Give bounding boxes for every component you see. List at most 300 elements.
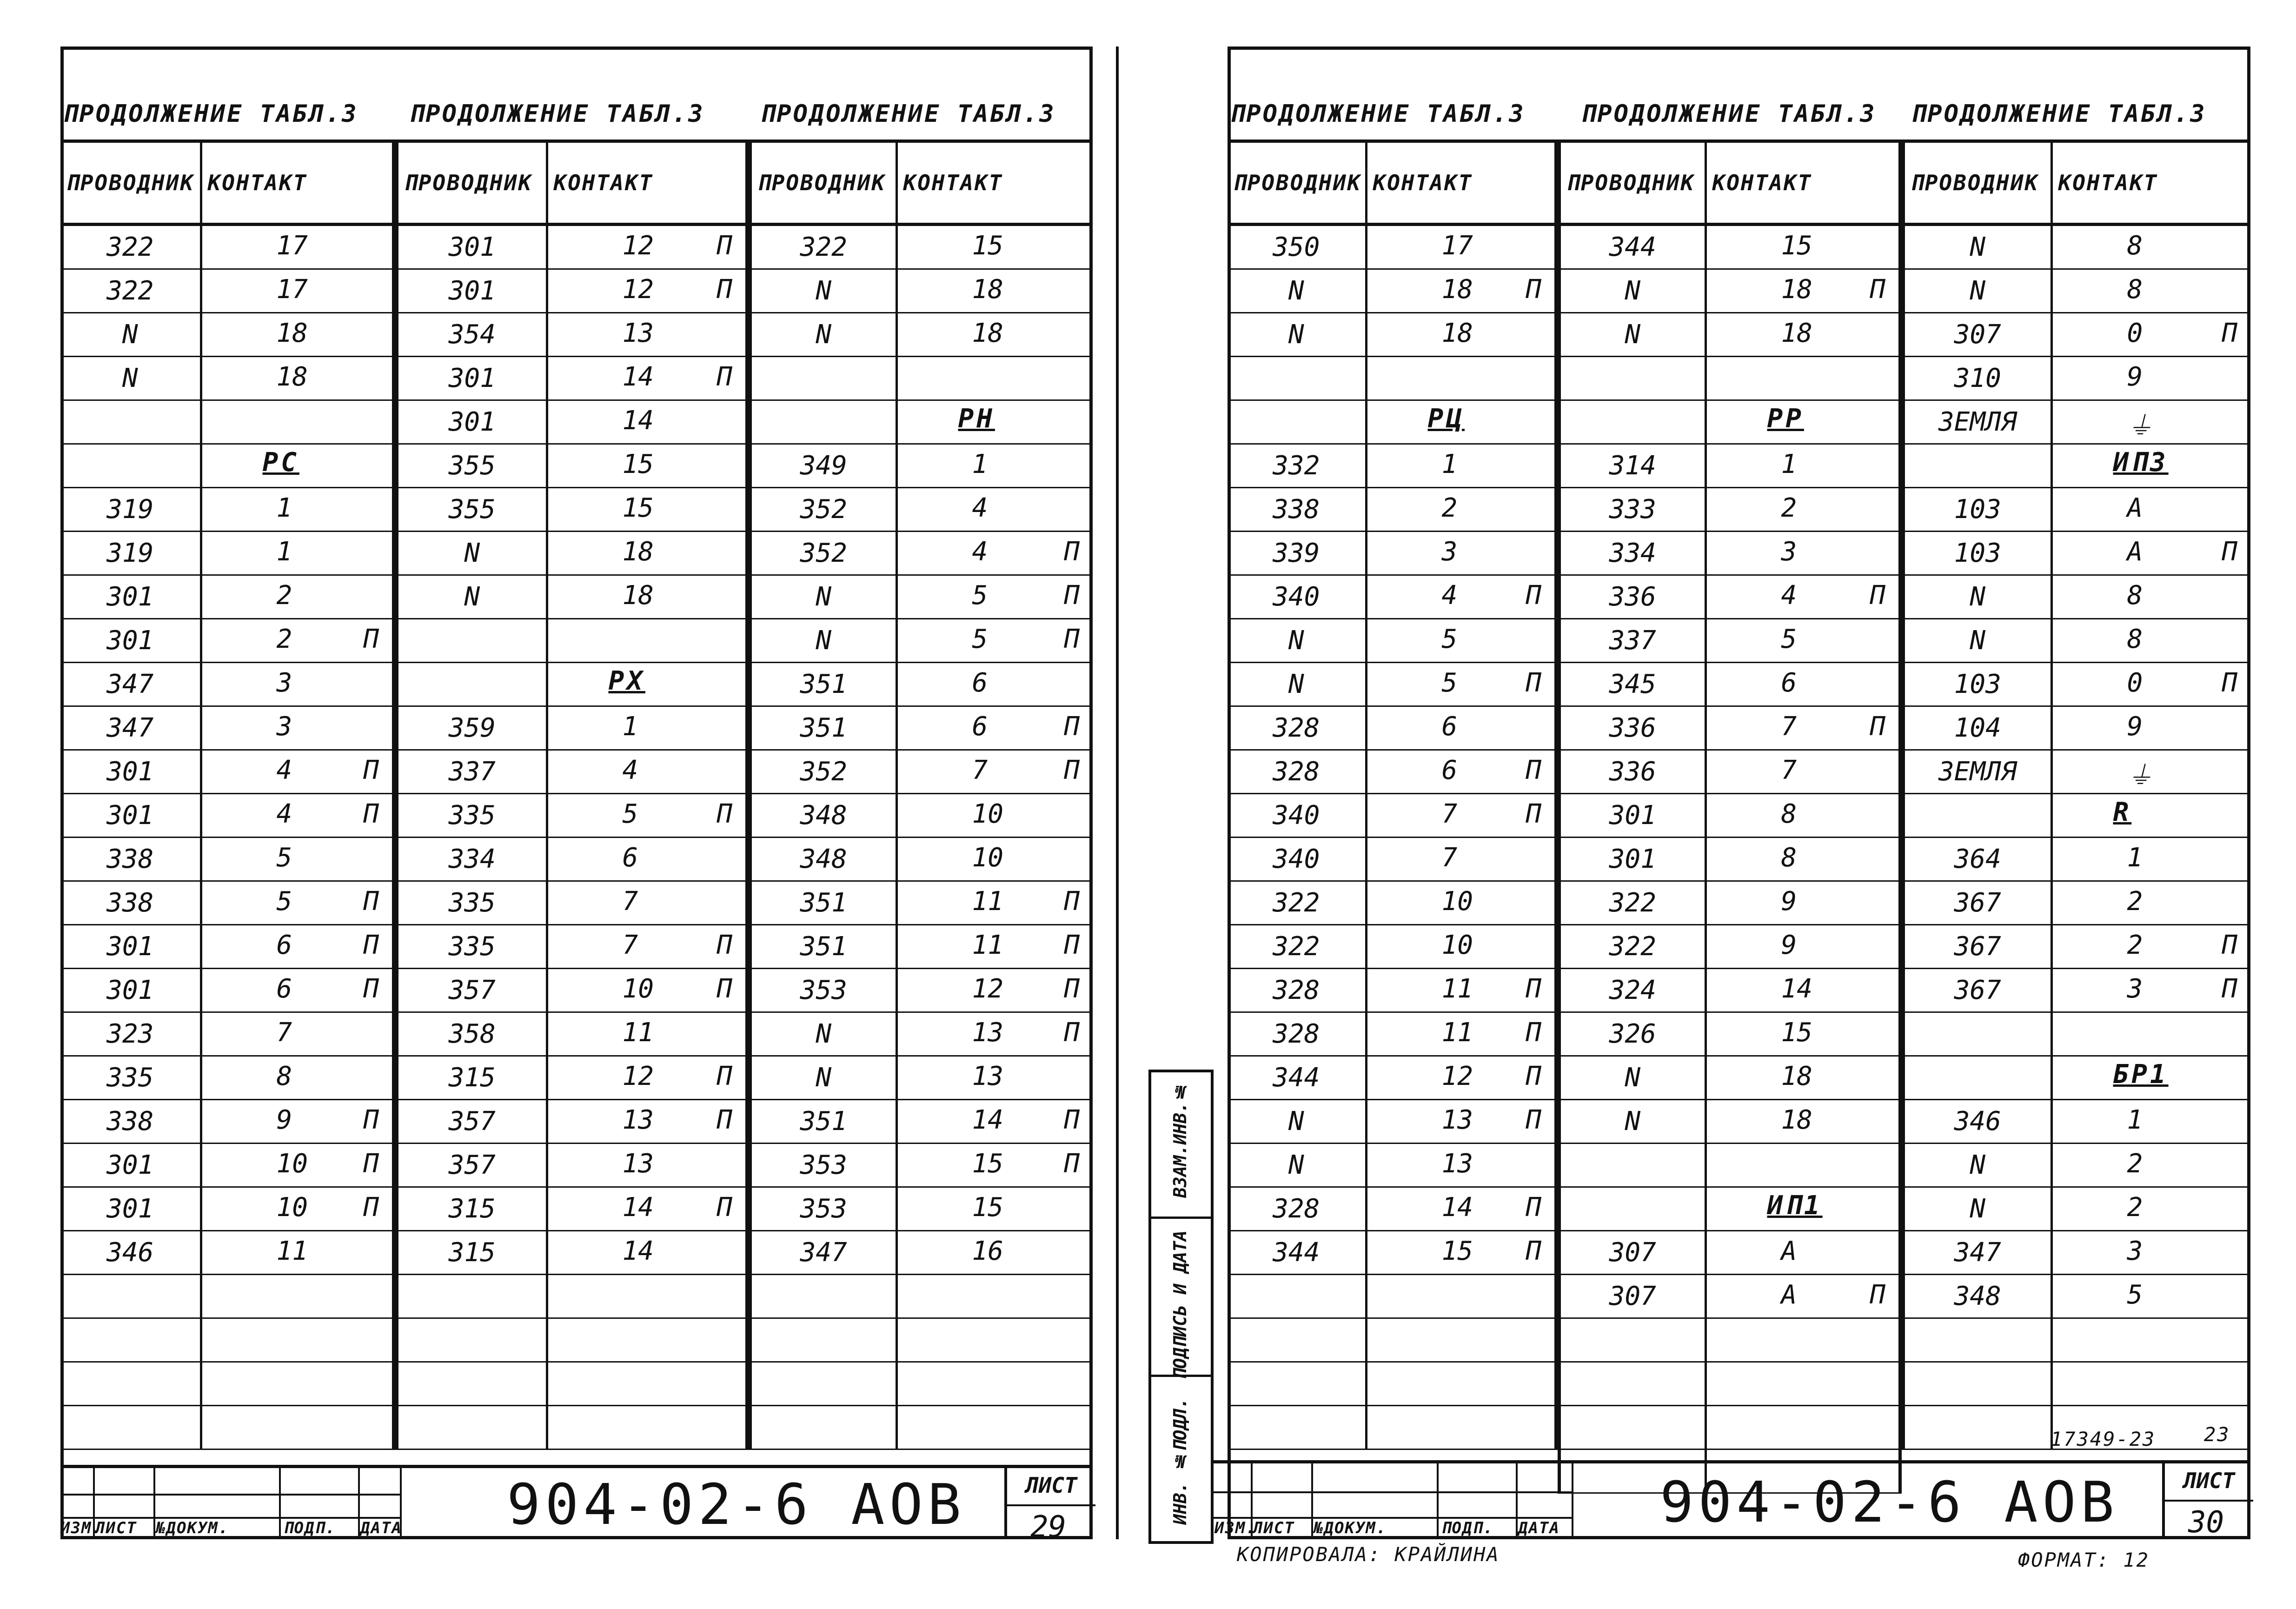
table-row xyxy=(1905,1100,2250,1144)
wire-cell: 315 xyxy=(398,1231,547,1275)
table-row xyxy=(1561,838,1898,881)
table-row xyxy=(60,881,392,925)
copied-by-note: КОПИРОВАЛА: КРАЙЛИНА xyxy=(1237,1543,1500,1566)
wire-cell: 336 xyxy=(1561,750,1705,794)
wire-cell: 322 xyxy=(1228,925,1366,969)
table-row xyxy=(1905,400,2250,444)
header-contact: КОНТАКТ xyxy=(896,141,1093,225)
wire-cell: 326 xyxy=(1561,1012,1705,1056)
wire-cell: N xyxy=(752,313,896,357)
contact-flag: П xyxy=(1526,1236,1541,1266)
archive-stamp-page: 23 xyxy=(2204,1423,2230,1446)
contact-cell xyxy=(1366,1100,1554,1144)
contact-cell xyxy=(2051,313,2250,357)
table-row xyxy=(398,925,745,969)
table-row xyxy=(398,1100,745,1144)
contact-number: 18 xyxy=(622,537,654,567)
contact-cell xyxy=(1366,1362,1554,1406)
contact-number: 13 xyxy=(622,1149,654,1179)
table-row xyxy=(752,357,1093,400)
wire-cell: 353 xyxy=(752,969,896,1012)
contact-cell xyxy=(547,1144,745,1187)
contact-number: 7 xyxy=(622,930,638,960)
contact-cell xyxy=(896,225,1093,269)
table-row xyxy=(60,925,392,969)
wire-cell: 307 xyxy=(1905,313,2051,357)
contact-number: 13 xyxy=(972,1061,1003,1091)
contact-number: 14 xyxy=(1781,974,1812,1004)
table-row xyxy=(1561,1275,1898,1318)
contact-number: 2 xyxy=(2127,1192,2143,1223)
contact-number: 5 xyxy=(2127,1280,2143,1310)
contact-cell xyxy=(896,532,1093,575)
wire-cell xyxy=(60,1318,201,1362)
contact-number: 6 xyxy=(1441,755,1458,785)
table-row xyxy=(1905,1275,2250,1318)
contact-number: 1 xyxy=(276,537,292,567)
contact-cell xyxy=(1705,444,1898,488)
contact-number: 10 xyxy=(972,799,1003,829)
contact-number: 6 xyxy=(972,668,988,698)
contact-cell xyxy=(201,575,392,619)
table-row xyxy=(752,400,1093,444)
contact-flag: П xyxy=(1870,274,1885,305)
contact-cell xyxy=(2051,1275,2250,1318)
wire-cell: 301 xyxy=(1561,794,1705,838)
table-row xyxy=(1905,488,2250,532)
wire-cell: 334 xyxy=(1561,532,1705,575)
contact-cell xyxy=(2051,663,2250,706)
table-row xyxy=(1228,488,1554,532)
contact-number: 9 xyxy=(276,1105,292,1135)
contact-number: 3 xyxy=(1441,537,1458,567)
wire-cell: N xyxy=(398,575,547,619)
contact-cell xyxy=(896,1144,1093,1187)
section-label: РХ xyxy=(608,666,645,696)
contact-number: 18 xyxy=(1781,318,1812,348)
table-row xyxy=(398,313,745,357)
table-row xyxy=(1561,313,1898,357)
contact-flag: П xyxy=(1064,711,1080,742)
contact-number: 17 xyxy=(1441,231,1473,261)
table-row xyxy=(1905,794,2250,838)
table-caption: ПРОДОЛЖЕНИЕ ТАБЛ.3 xyxy=(1911,100,2207,128)
contact-number: 13 xyxy=(622,318,654,348)
contact-cell xyxy=(547,1362,745,1406)
contact-cell xyxy=(896,313,1093,357)
contact-cell xyxy=(2051,619,2250,663)
contact-number: 18 xyxy=(1781,1061,1812,1091)
wire-cell: 319 xyxy=(60,532,201,575)
table-row xyxy=(398,400,745,444)
table-row xyxy=(752,1187,1093,1231)
contact-cell xyxy=(1366,313,1554,357)
contact-cell xyxy=(547,1100,745,1144)
contact-number: 2 xyxy=(2127,1149,2143,1179)
wire-cell: 301 xyxy=(398,357,547,400)
contact-cell xyxy=(201,1231,392,1275)
contact-number: 1 xyxy=(972,449,988,479)
table-row xyxy=(60,750,392,794)
contact-cell xyxy=(1366,1012,1554,1056)
contact-cell xyxy=(547,225,745,269)
wire-cell: 301 xyxy=(398,400,547,444)
document-code: 904-02-6 АОВ xyxy=(1660,1470,2119,1535)
contact-cell xyxy=(1705,1231,1898,1275)
contact-cell xyxy=(2051,881,2250,925)
contact-cell xyxy=(1366,488,1554,532)
contact-cell xyxy=(1366,357,1554,400)
table-row xyxy=(60,663,392,706)
contact-cell xyxy=(1705,838,1898,881)
contact-flag: П xyxy=(1870,1280,1885,1310)
wire-cell: N xyxy=(1228,619,1366,663)
sheet-number-box: ЛИСТ 30 xyxy=(2162,1463,2253,1539)
table-row xyxy=(398,663,745,706)
table-row xyxy=(1905,881,2250,925)
table-row xyxy=(60,1275,392,1318)
table-row xyxy=(1561,400,1898,444)
contact-cell xyxy=(547,444,745,488)
table-row xyxy=(398,794,745,838)
wire-cell xyxy=(60,400,201,444)
wire-cell: 335 xyxy=(60,1056,201,1100)
contact-cell xyxy=(547,357,745,400)
contact-cell xyxy=(1705,357,1898,400)
format-note: ФОРМАТ: 12 xyxy=(2018,1549,2150,1571)
wire-cell: 322 xyxy=(60,269,201,313)
section-label: РС xyxy=(262,447,299,478)
table-row xyxy=(1561,575,1898,619)
wire-cell: ЗЕМЛЯ xyxy=(1905,750,2051,794)
wire-cell: 348 xyxy=(752,838,896,881)
contact-cell xyxy=(2051,1362,2250,1406)
contact-cell xyxy=(1705,532,1898,575)
contact-flag: П xyxy=(1064,755,1080,785)
contact-number: 2 xyxy=(276,580,292,611)
connection-table-4 xyxy=(1228,140,1558,1450)
wire-cell: ЗЕМЛЯ xyxy=(1905,400,2051,444)
contact-flag: П xyxy=(1526,974,1541,1004)
table-row xyxy=(752,794,1093,838)
contact-cell xyxy=(547,706,745,750)
table-row xyxy=(398,1362,745,1406)
contact-flag: П xyxy=(1064,930,1080,960)
wire-cell: N xyxy=(1905,619,2051,663)
wire-cell: 351 xyxy=(752,663,896,706)
contact-cell xyxy=(547,1318,745,1362)
contact-flag: П xyxy=(1526,1192,1541,1223)
wire-cell: 337 xyxy=(398,750,547,794)
contact-flag: П xyxy=(717,362,732,392)
contact-cell xyxy=(2051,532,2250,575)
contact-cell xyxy=(2051,357,2250,400)
table-row xyxy=(1228,925,1554,969)
wire-cell: 335 xyxy=(398,881,547,925)
contact-number: 12 xyxy=(622,231,654,261)
contact-number: 7 xyxy=(276,1017,292,1048)
contact-flag: П xyxy=(1870,711,1885,742)
contact-cell xyxy=(1705,663,1898,706)
wire-cell: 344 xyxy=(1561,225,1705,269)
wire-cell: N xyxy=(1905,225,2051,269)
contact-cell xyxy=(1366,532,1554,575)
table-row xyxy=(1905,1231,2250,1275)
contact-number: 6 xyxy=(1781,668,1797,698)
table-row xyxy=(60,532,392,575)
connection-table-5 xyxy=(1558,140,1902,1494)
contact-cell xyxy=(896,1318,1093,1362)
table-row xyxy=(752,488,1093,532)
contact-number: 5 xyxy=(1441,624,1458,654)
table-row xyxy=(60,794,392,838)
contact-cell xyxy=(896,1012,1093,1056)
table-row xyxy=(1905,225,2250,269)
contact-cell xyxy=(201,532,392,575)
contact-number: 2 xyxy=(276,624,292,654)
contact-flag: П xyxy=(1526,1017,1541,1048)
table-row xyxy=(1905,750,2250,794)
table-row xyxy=(398,1231,745,1275)
contact-cell xyxy=(2051,488,2250,532)
table-row xyxy=(398,706,745,750)
table-row xyxy=(1905,1144,2250,1187)
contact-cell xyxy=(547,400,745,444)
wire-cell xyxy=(1905,1318,2051,1362)
sheet-number: 29 xyxy=(1030,1510,1067,1544)
table-row xyxy=(398,838,745,881)
wire-cell: 346 xyxy=(60,1231,201,1275)
contact-cell xyxy=(896,1275,1093,1318)
contact-flag: П xyxy=(1526,1105,1541,1135)
contact-number: 5 xyxy=(276,843,292,873)
table-row xyxy=(1561,225,1898,269)
wire-cell: 103 xyxy=(1905,488,2051,532)
contact-cell xyxy=(201,400,392,444)
wire-cell: N xyxy=(60,313,201,357)
contact-number: 15 xyxy=(1441,1236,1473,1266)
table-row xyxy=(398,488,745,532)
contact-cell xyxy=(1366,1187,1554,1231)
contact-flag: П xyxy=(1526,1061,1541,1091)
wire-cell: 340 xyxy=(1228,575,1366,619)
table-row xyxy=(1561,706,1898,750)
archive-stamp-number: 17349-23 xyxy=(2050,1428,2156,1450)
contact-number: 6 xyxy=(622,843,638,873)
wire-cell: 334 xyxy=(398,838,547,881)
contact-number: 7 xyxy=(1781,711,1797,742)
wire-cell: N xyxy=(752,1056,896,1100)
table-row xyxy=(1905,663,2250,706)
contact-cell xyxy=(2051,706,2250,750)
wire-cell: N xyxy=(752,619,896,663)
table-row xyxy=(1561,1362,1898,1406)
wire-cell: N xyxy=(1228,1100,1366,1144)
table-row xyxy=(60,488,392,532)
wire-cell xyxy=(752,1318,896,1362)
table-caption: ПРОДОЛЖЕНИЕ ТАБЛ.3 xyxy=(760,100,1056,128)
contact-cell xyxy=(201,1187,392,1231)
wire-cell: 301 xyxy=(60,575,201,619)
wire-cell xyxy=(60,1406,201,1449)
contact-cell xyxy=(1705,750,1898,794)
contact-number: 6 xyxy=(276,974,292,1004)
wire-cell: 322 xyxy=(1228,881,1366,925)
contact-cell xyxy=(896,444,1093,488)
table-row xyxy=(60,1406,392,1449)
wire-cell: 347 xyxy=(60,663,201,706)
wire-cell xyxy=(1905,1406,2051,1449)
header-contact: КОНТАКТ xyxy=(2051,141,2250,225)
header-contact: КОНТАКТ xyxy=(201,141,392,225)
table-row xyxy=(398,969,745,1012)
contact-number: 7 xyxy=(1441,799,1458,829)
contact-cell xyxy=(896,925,1093,969)
wire-cell: 357 xyxy=(398,1100,547,1144)
contact-number: 0 xyxy=(2127,318,2143,348)
wire-cell: 301 xyxy=(60,750,201,794)
contact-number: 18 xyxy=(1781,274,1812,305)
contact-number: 10 xyxy=(972,843,1003,873)
contact-number: 14 xyxy=(622,406,654,436)
wire-cell: 328 xyxy=(1228,1187,1366,1231)
contact-cell xyxy=(2051,1187,2250,1231)
table-row xyxy=(752,663,1093,706)
contact-number: 4 xyxy=(276,755,292,785)
wire-cell: N xyxy=(1228,313,1366,357)
contact-flag: П xyxy=(363,930,379,960)
contact-cell xyxy=(1705,269,1898,313)
wire-cell: 336 xyxy=(1561,706,1705,750)
contact-number: 11 xyxy=(1441,1017,1473,1048)
table-row xyxy=(752,444,1093,488)
contact-cell xyxy=(547,1231,745,1275)
contact-cell xyxy=(1705,225,1898,269)
wire-cell: 349 xyxy=(752,444,896,488)
wire-cell xyxy=(1228,1362,1366,1406)
table-row xyxy=(60,1056,392,1100)
table-row xyxy=(1561,1318,1898,1362)
table-row xyxy=(60,838,392,881)
contact-number: 5 xyxy=(972,580,988,611)
contact-number: 2 xyxy=(2127,886,2143,917)
contact-cell xyxy=(201,1012,392,1056)
contact-number: 1 xyxy=(622,711,638,742)
table-row xyxy=(1228,1231,1554,1275)
wire-cell: 359 xyxy=(398,706,547,750)
wire-cell: N xyxy=(1228,269,1366,313)
wire-cell: 350 xyxy=(1228,225,1366,269)
contact-number: 9 xyxy=(1781,930,1797,960)
table-row xyxy=(752,1231,1093,1275)
contact-number: 18 xyxy=(1441,318,1473,348)
table-row xyxy=(1228,1100,1554,1144)
contact-cell xyxy=(896,488,1093,532)
table-row xyxy=(1905,444,2250,488)
wire-cell xyxy=(1561,1144,1705,1187)
header-wire: ПРОВОДНИК xyxy=(1905,141,2051,225)
contact-cell xyxy=(1705,1056,1898,1100)
table-row xyxy=(1228,969,1554,1012)
wire-cell: 301 xyxy=(60,794,201,838)
wire-cell: 328 xyxy=(1228,1012,1366,1056)
table-row xyxy=(1561,881,1898,925)
contact-cell xyxy=(1366,794,1554,838)
wire-cell: 307 xyxy=(1561,1231,1705,1275)
side-stamp xyxy=(1148,1070,1214,1544)
wire-cell: 328 xyxy=(1228,706,1366,750)
contact-cell xyxy=(1366,1275,1554,1318)
wire-cell: 352 xyxy=(752,488,896,532)
wire-cell: 351 xyxy=(752,1100,896,1144)
contact-cell xyxy=(1705,794,1898,838)
wire-cell xyxy=(752,357,896,400)
table-row xyxy=(60,706,392,750)
contact-number: 10 xyxy=(276,1149,308,1179)
contact-flag: П xyxy=(717,1105,732,1135)
wire-cell: 301 xyxy=(398,269,547,313)
contact-number: 13 xyxy=(622,1105,654,1135)
contact-number: 3 xyxy=(276,711,292,742)
wire-cell: 335 xyxy=(398,925,547,969)
table-row xyxy=(60,1100,392,1144)
contact-cell xyxy=(201,619,392,663)
header-wire: ПРОВОДНИК xyxy=(752,141,896,225)
contact-number: 15 xyxy=(972,1149,1003,1179)
wire-cell: 338 xyxy=(60,881,201,925)
wire-cell xyxy=(398,619,547,663)
contact-number: 12 xyxy=(622,274,654,305)
wire-cell: 357 xyxy=(398,1144,547,1187)
table-caption: ПРОДОЛЖЕНИЕ ТАБЛ.3 xyxy=(409,100,705,128)
wire-cell: 347 xyxy=(60,706,201,750)
wire-cell: 301 xyxy=(398,225,547,269)
table-row xyxy=(752,1362,1093,1406)
contact-cell xyxy=(547,532,745,575)
wire-cell: 328 xyxy=(1228,750,1366,794)
contact-number: 8 xyxy=(2127,274,2143,305)
contact-number: 8 xyxy=(2127,231,2143,261)
table-row xyxy=(1561,532,1898,575)
table-row xyxy=(1905,1318,2250,1362)
header-wire: ПРОВОДНИК xyxy=(1228,141,1366,225)
table-row xyxy=(1561,269,1898,313)
contact-number: 14 xyxy=(622,362,654,392)
contact-flag: П xyxy=(2222,668,2237,698)
contact-cell xyxy=(896,357,1093,400)
contact-number: 14 xyxy=(622,1192,654,1223)
contact-cell xyxy=(2051,269,2250,313)
contact-number: 5 xyxy=(972,624,988,654)
contact-cell xyxy=(1705,925,1898,969)
wire-cell: N xyxy=(1561,269,1705,313)
contact-number: 1 xyxy=(1781,449,1797,479)
wire-cell: 338 xyxy=(1228,488,1366,532)
wire-cell: 358 xyxy=(398,1012,547,1056)
table-row xyxy=(60,400,392,444)
contact-number: 9 xyxy=(1781,886,1797,917)
contact-number: 4 xyxy=(1781,580,1797,611)
wire-cell: 348 xyxy=(752,794,896,838)
contact-cell xyxy=(201,1406,392,1449)
table-row xyxy=(1228,1406,1554,1449)
table-row xyxy=(1228,1056,1554,1100)
contact-number: 18 xyxy=(622,580,654,611)
wire-cell xyxy=(752,1406,896,1449)
table-row xyxy=(1561,663,1898,706)
table-row xyxy=(1228,1318,1554,1362)
table-row xyxy=(1228,750,1554,794)
